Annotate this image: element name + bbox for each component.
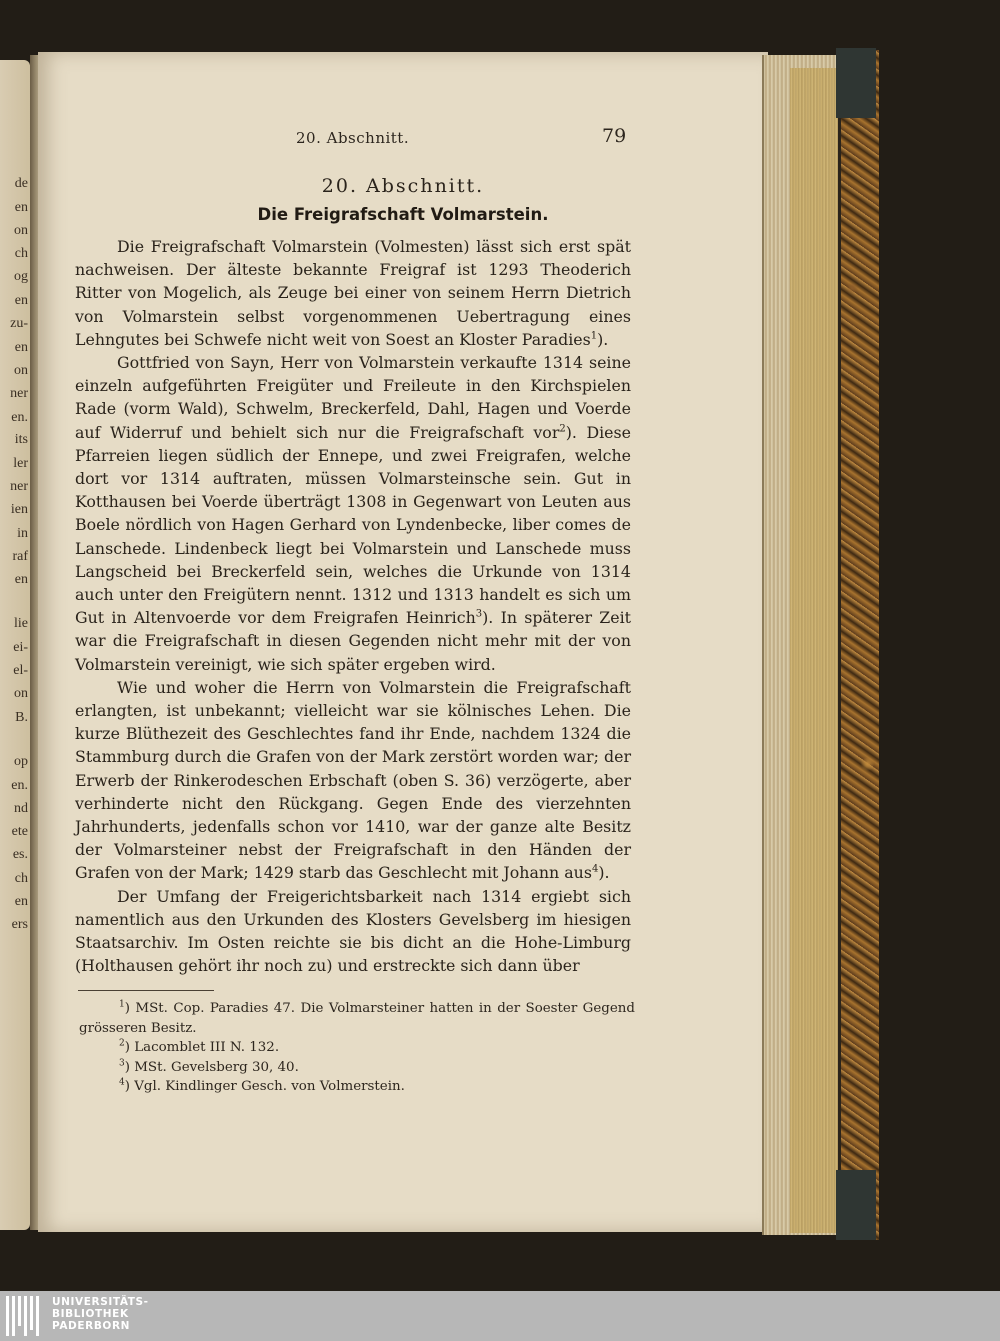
footnote-ref[interactable]: 2 — [559, 423, 566, 435]
paragraph: Die Freigrafschaft Volmarstein (Volmesten) lässt sich erst spät nachweisen. Der älteste bekannte Freigraf ist 1293 Theoderich Ritter von Mogelich, als Zeuge bei einer von seinem Herrn Dietrich von Volmarstein selbst vorgenommenen Uebertragung eines Lehngutes bei Schwefe nicht weit von Soest an Kloster Paradies$^1$). — [75, 237, 631, 349]
left-page-fragment: en — [14, 293, 28, 308]
left-page-fragment: en — [14, 894, 28, 909]
paragraph: Der Umfang der Freigerichtsbarkeit nach 1314 ergiebt sich namentlich aus den Urkunden des Klosters Gevelsberg im hiesigen Staatsarchiv. Im Osten reichte sie bis dicht an die Hohe-Limburg (Holthausen gehört ihr noch zu) und erstreckte sich dann über — [75, 886, 631, 976]
left-page-fragment: on — [14, 223, 28, 238]
page-header — [38, 125, 768, 155]
footnote-rule — [78, 990, 214, 991]
left-page-fragment: ien — [10, 502, 28, 517]
footnote: $^4$) Vgl. Kindlinger Gesch. von Volmerstein. — [119, 1077, 405, 1094]
left-page-fragment: de — [14, 176, 28, 191]
left-page-fragment: en — [14, 200, 28, 215]
library-logo-icon — [6, 1296, 44, 1336]
left-page-fragment: en — [14, 572, 28, 587]
left-page-fragment: zu- — [10, 316, 28, 331]
section-title: Die Freigrafschaft Volmarstein. — [257, 205, 549, 224]
library-bar — [0, 1291, 1000, 1341]
section-number: 20. Abschnitt. — [321, 175, 485, 197]
left-page-fragment: en. — [11, 410, 28, 425]
left-page-fragment: ers — [11, 917, 28, 932]
left-page-fragment: raf — [12, 549, 28, 564]
left-page-fragment: ner — [10, 386, 28, 401]
footnotes — [79, 999, 635, 1097]
left-page-fragment: ei- — [13, 640, 28, 655]
left-page-fragment: ch — [14, 871, 28, 886]
left-page-fragment: on — [14, 363, 28, 378]
cover-corner-bottom — [836, 1170, 876, 1240]
left-page-fragment: el- — [13, 663, 28, 678]
left-page-fragment: ete — [11, 824, 28, 839]
body-text — [75, 235, 631, 978]
left-page-fragment: its — [14, 432, 28, 447]
left-page-fragment: ch — [14, 246, 28, 261]
footnote-ref[interactable]: 1 — [590, 330, 598, 342]
left-page-fragment: lie — [14, 616, 28, 631]
footnote: $^2$) Lacomblet III N. 132. — [119, 1038, 280, 1055]
footnote: $^3$) MSt. Gevelsberg 30, 40. — [119, 1058, 299, 1075]
left-page-fragment: en. — [11, 778, 28, 793]
cover-corner-top — [836, 48, 876, 118]
left-page-fragment: es. — [12, 847, 28, 862]
running-title: 20. Abschnitt. — [296, 129, 410, 147]
left-page-fragment: ler — [13, 456, 28, 471]
left-page-fragment: nd — [14, 801, 28, 816]
left-page-fragment: en — [14, 340, 28, 355]
gilt-edge — [790, 68, 840, 1233]
footnote-ref[interactable]: 3 — [475, 608, 483, 620]
left-page-fragment: ner — [10, 479, 28, 494]
footnote-ref[interactable]: 4 — [591, 864, 599, 876]
left-page-fragment: on — [14, 686, 28, 701]
footnote: $^1$) MSt. Cop. Paradies 47. Die Volmarsteiner hatten in der Soester Gegend grösseren Besitz. — [79, 999, 635, 1036]
marbled-cover — [838, 50, 879, 1240]
left-page-fragment: in — [17, 526, 28, 541]
paragraph: Gottfried von Sayn, Herr von Volmarstein verkaufte 1314 seine einzeln aufgeführten Freigüter und Freileute in den Kirchspielen Rade (vorm Wald), Schwelm, Breckerfeld, Dahl, Hagen und Voerde auf Widerruf und behielt sich nur die Freigrafschaft vor$^2$). Diese Pfarreien liegen südlich der Ennepe, und zwei Freigrafen, welche dort vor 1314 auftraten, müssen Volmarsteinsche sein. Gut in Kotthausen bei Voerde überträgt 1308 in Gegenwart von Leuten aus Boele nördlich von Hagen Gerhard von Lyndenbecke, liber comes de Lanschede. Lindenbeck liegt bei Volmarstein und Lanschede muss Langscheid bei Breckerfeld sein, welches die Urkunde von 1314 auch unter den Freigütern nennt. 1312 und 1313 handelt es sich um Gut in Altenvoerde vor dem Freigrafen Heinrich$^3$). In späterer Zeit war die Freigrafschaft in diesen Gegenden nicht mehr mit der von Volmarstein vereinigt, wie sich später ergeben wird. — [75, 353, 631, 674]
page-number: 79 — [602, 125, 627, 147]
library-name[interactable]: UNIVERSITÄTS- BIBLIOTHEK PADERBORN — [52, 1296, 149, 1332]
left-page-fragment: B. — [15, 710, 28, 725]
left-page-edge — [0, 60, 30, 1230]
paragraph: Wie und woher die Herrn von Volmarstein die Freigrafschaft erlangten, ist unbekannt; vielleicht war sie kölnisches Lehen. Die kurze Blüthezeit des Geschlechtes fand ihr Ende, nachdem 1324 die Stammburg durch die Grafen von der Mark zerstört worden war; der Erwerb der Rinkerodeschen Erbschaft (oben S. 36) verzögerte, aber verhinderte nicht den Rückgang. Gegen Ende des vierzehnten Jahrhunderts, jedenfalls schon vor 1410, war der ganze alte Besitz der Volmarsteiner nebst der Freigrafschaft in den Händen der Grafen von der Mark; 1429 starb das Geschlecht mit Johann aus$^4$). — [75, 677, 631, 883]
left-page-fragment: op — [14, 754, 28, 769]
left-page-fragment: og — [14, 269, 28, 284]
